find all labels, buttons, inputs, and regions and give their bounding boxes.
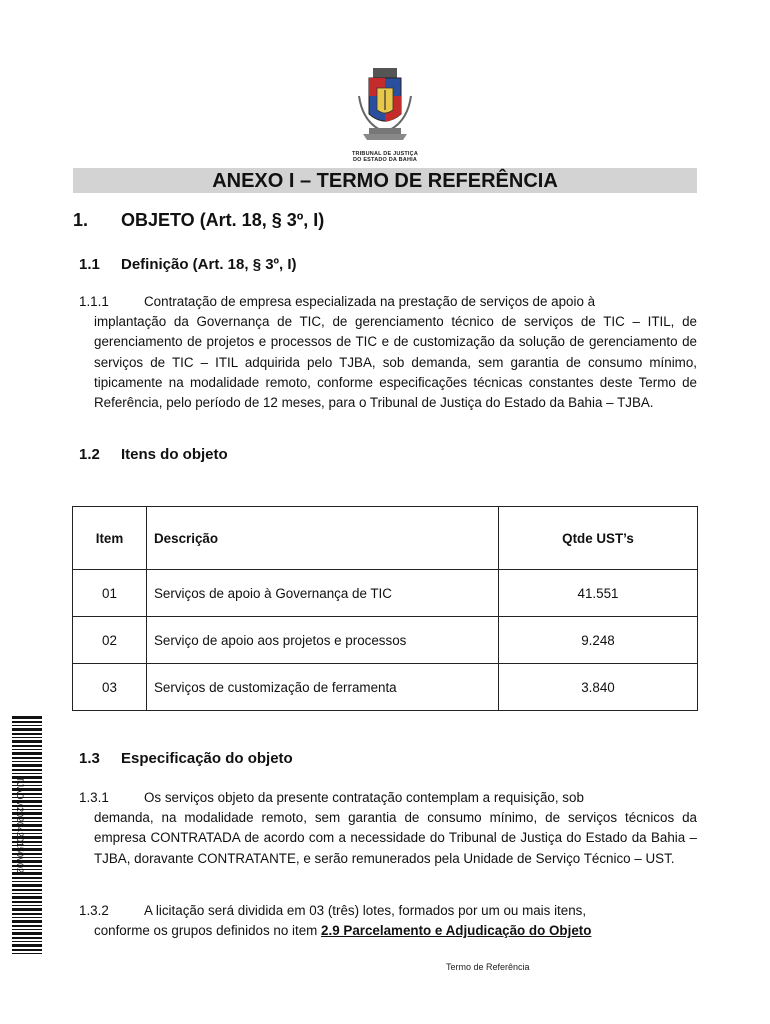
barcode-bar [12, 733, 42, 735]
paragraph-1-3-2-text: conforme os grupos definidos no item [94, 923, 318, 939]
paragraph-1-1-1 [79, 292, 697, 413]
barcode-bar [12, 745, 42, 747]
cell-description: Serviço de apoio aos projetos e processos [147, 617, 499, 664]
paragraph-1-3-2 [79, 901, 697, 941]
section-1-label: OBJETO (Art. 18, § 3º, I) [121, 210, 325, 230]
barcode-bar [12, 929, 42, 930]
paragraph-1-3-2-number: 1.3.2 [79, 903, 109, 918]
barcode-bar [12, 773, 42, 774]
section-1-1-heading [79, 256, 297, 273]
section-1-number: 1. [73, 210, 89, 230]
barcode-bar [12, 896, 42, 899]
cell-item: 01 [73, 570, 147, 617]
barcode-bar [12, 740, 42, 743]
paragraph-1-3-1-body: demanda, na modalidade remoto, sem garantia de consumo mínimo, de serviços técnicos da empresa CONTRATADA de acordo com a necessidade do Tribunal de Justiça do Estado da Bahia – TJBA, doravante CONTRATANTE, e serão remunerados pela Unidade de Serviço Técnico – UST. [94, 810, 697, 866]
paragraph-1-3-2-body [79, 921, 697, 941]
logo-caption-line2: DO ESTADO DA BAHIA [352, 157, 418, 163]
barcode-bar [12, 749, 42, 750]
barcode-bar [12, 932, 42, 935]
barcode-bar [12, 905, 42, 906]
cell-item: 02 [73, 617, 147, 664]
section-1-3-number: 1.3 [79, 750, 100, 767]
barcode-bar [12, 725, 42, 726]
table-row [73, 617, 698, 664]
barcode-bar [12, 944, 42, 947]
barcode-bar [12, 925, 42, 927]
paragraph-1-1-1-number: 1.1.1 [79, 294, 109, 309]
barcode-bar [12, 949, 42, 951]
section-1-1-label: Definição (Art. 18, § 3º, I) [121, 256, 297, 273]
barcode-bar [12, 757, 42, 759]
paragraph-1-3-1-first-line: Os serviços objeto da presente contratação contemplam a requisição, sob [144, 790, 584, 805]
barcode-bar [12, 761, 42, 762]
section-1-2-label: Itens do objeto [121, 446, 228, 463]
barcode-bar [12, 913, 42, 915]
section-1-2-number: 1.2 [79, 446, 100, 463]
table-row [73, 570, 698, 617]
barcode-bar [12, 881, 42, 882]
barcode-bar [12, 941, 42, 942]
barcode-bar [12, 901, 42, 903]
barcode-bar [12, 937, 42, 939]
tjba-logo [340, 66, 430, 166]
barcode-bar [12, 908, 42, 911]
items-table [72, 506, 698, 711]
barcode-bar [12, 716, 42, 719]
section-1-1-number: 1.1 [79, 256, 100, 273]
section-1-2-heading [79, 446, 228, 463]
page-footer: Termo de Referência [446, 962, 530, 972]
cell-item: 03 [73, 664, 147, 711]
barcode-bar [12, 884, 42, 887]
barcode-bar [12, 893, 42, 894]
barcode-bar [12, 764, 42, 767]
paragraph-1-3-1-number: 1.3.1 [79, 790, 109, 805]
document-title: ANEXO I – TERMO DE REFERÊNCIA [73, 168, 697, 193]
section-1-heading [73, 210, 324, 231]
barcode-bar [12, 877, 42, 879]
section-1-3-label: Especificação do objeto [121, 750, 293, 767]
cell-quantity: 41.551 [499, 570, 698, 617]
section-1-3-heading [79, 750, 293, 767]
header-quantity: Qtde UST’s [499, 507, 698, 570]
barcode-bar [12, 920, 42, 923]
barcode-bar [12, 889, 42, 891]
paragraph-1-1-1-first-line: Contratação de empresa especializada na prestação de serviços de apoio à [144, 294, 596, 309]
cell-quantity: 9.248 [499, 617, 698, 664]
barcode-bar [12, 752, 42, 755]
paragraph-1-3-2-first-line: A licitação será dividida em 03 (três) lotes, formados por um ou mais itens, [144, 903, 587, 918]
cell-quantity: 3.840 [499, 664, 698, 711]
cell-description: Serviços de customização de ferramenta [147, 664, 499, 711]
barcode-bar [12, 917, 42, 918]
section-2-9-link[interactable]: 2.9 Parcelamento e Adjudicação do Objeto [321, 923, 592, 939]
paragraph-1-1-1-body: implantação da Governança de TIC, de gerenciamento técnico de serviços de TIC – ITIL, de gerenciamento de projetos e processos de TIC e de customização da solução de gerenciamento de serviços de TIC – ITIL adquirida pelo TJBA, sob demanda, sem garantia de consumo mínimo, tipicamente na modalidade remoto, conforme especificações técnicas constantes deste Termo de Referência, pelo período de 12 meses, para o Tribunal de Justiça do Estado da Bahia – TJBA. [94, 314, 697, 411]
logo-caption-line1: TRIBUNAL DE JUSTIÇA [351, 151, 419, 157]
coat-of-arms-icon [355, 66, 415, 146]
header-item: Item [73, 507, 147, 570]
barcode-bar [12, 728, 42, 731]
table-header-row [73, 507, 698, 570]
header-description: Descrição [147, 507, 499, 570]
barcode-bar [12, 953, 42, 954]
cell-description: Serviços de apoio à Governança de TIC [147, 570, 499, 617]
barcode-bar [12, 721, 42, 723]
paragraph-1-3-1 [79, 788, 697, 869]
barcode-bar [12, 737, 42, 738]
table-row [73, 664, 698, 711]
barcode-bar [12, 769, 42, 771]
barcode-text: TJADM2020420150V02 [15, 776, 25, 874]
